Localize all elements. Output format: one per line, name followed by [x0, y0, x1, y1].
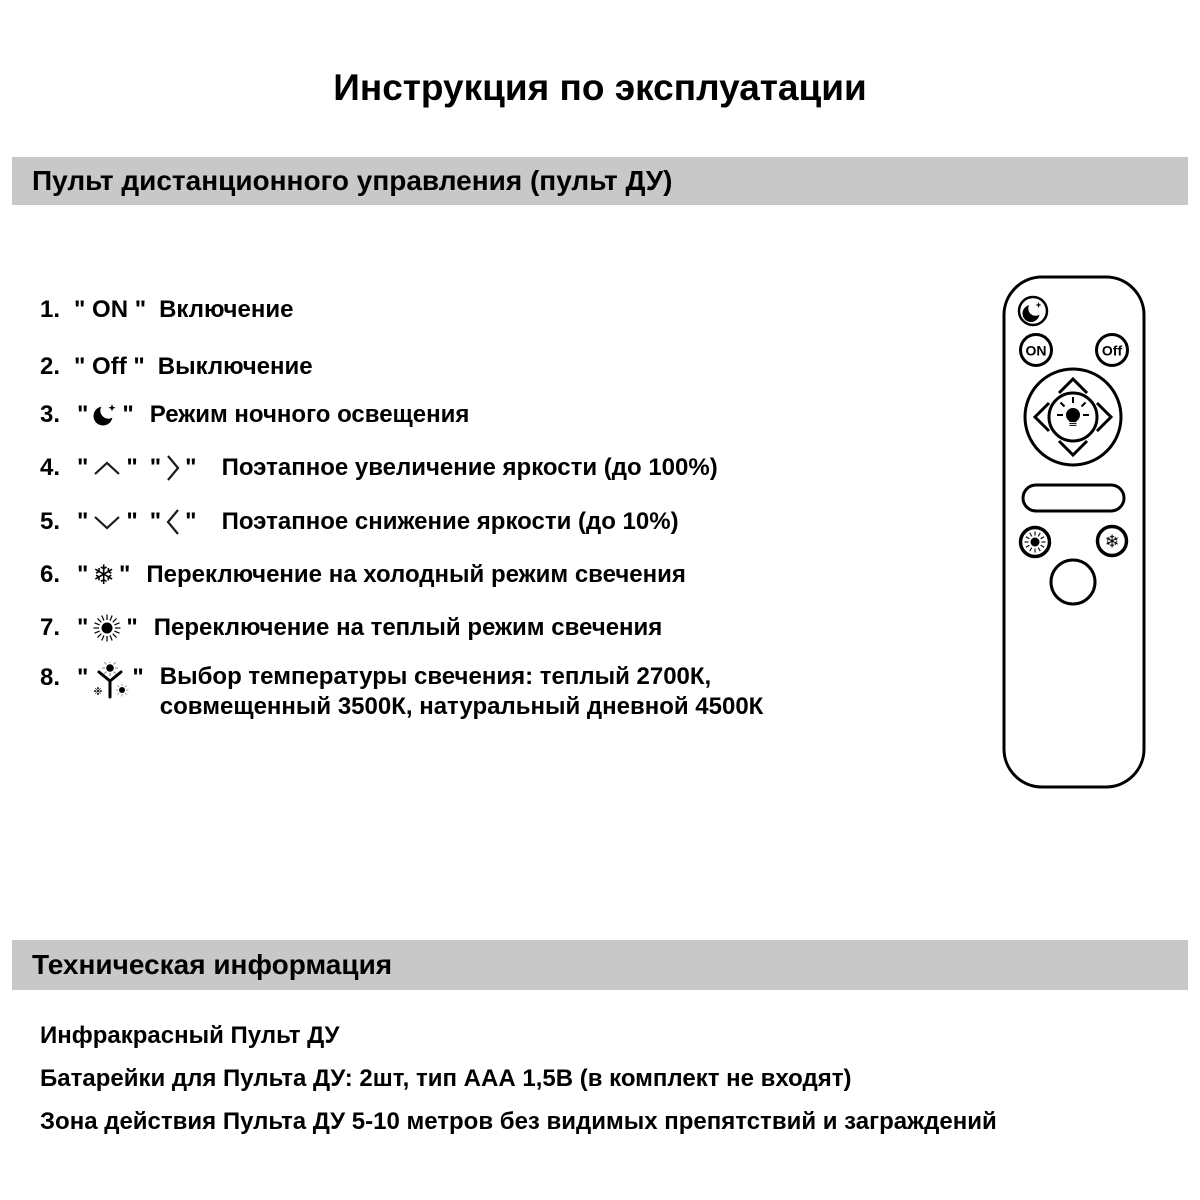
item-number: 2. — [40, 353, 61, 380]
moon-icon — [91, 401, 119, 429]
button-label-quoted: " ON " — [74, 296, 147, 323]
item-text-line1: Выбор температуры свечения: теплый 2700К, — [159, 663, 712, 690]
dpad-right-arrow — [1097, 403, 1111, 431]
quote-mark: " — [77, 664, 89, 691]
moon-icon — [1023, 301, 1043, 322]
item-text — [160, 662, 764, 722]
item-text-line2: совмещенный 3500К, натуральный дневной 4500К — [159, 693, 764, 720]
page-title: Инструкция по эксплуатации — [333, 67, 867, 108]
quote-mark: " — [122, 401, 134, 428]
instruction-item-6 — [40, 557, 686, 593]
section-header-remote — [12, 157, 1188, 205]
temperature-branch-icon — [91, 662, 129, 702]
item-number: 5. — [40, 508, 61, 535]
button-label-quoted: " Off " — [74, 353, 145, 380]
warm-sun-icon — [1025, 532, 1046, 553]
cold-mode-button — [1098, 527, 1127, 556]
chevron-left-icon — [164, 505, 182, 539]
snowflake-icon: ❄ — [1104, 531, 1120, 553]
item-text: Поэтапное снижение яркости (до 10%) — [221, 508, 679, 535]
snowflake-icon: ❄ — [92, 559, 116, 591]
quote-mark: " — [77, 401, 89, 428]
quote-mark: " — [126, 454, 138, 481]
instruction-item-3 — [40, 397, 469, 433]
chevron-down-icon — [91, 512, 123, 532]
item-number: 7. — [40, 614, 61, 641]
item-number: 3. — [40, 401, 61, 428]
instruction-item-5 — [40, 504, 679, 540]
remote-illustration — [995, 269, 1155, 799]
quote-mark: " — [77, 454, 89, 481]
item-number: 6. — [40, 561, 61, 588]
item-number: 1. — [40, 296, 61, 323]
item-text: Переключение на теплый режим свечения — [153, 614, 663, 641]
section-header-tech — [12, 940, 1188, 990]
quote-mark: " — [77, 508, 89, 535]
display-window — [1023, 485, 1124, 511]
instruction-item-4 — [40, 450, 718, 486]
quote-mark: " — [185, 454, 197, 481]
night-mode-button — [1019, 297, 1047, 325]
off-button — [1097, 335, 1128, 366]
quote-mark: " — [126, 614, 138, 641]
on-button-label: ON — [1025, 342, 1047, 359]
quote-mark: " — [149, 508, 162, 535]
item-text: Включение — [159, 296, 294, 323]
quote-mark: " — [126, 508, 138, 535]
chevron-up-icon — [91, 458, 123, 478]
dpad-left-arrow — [1035, 403, 1049, 431]
quote-mark: " — [149, 454, 162, 481]
quote-mark: " — [185, 508, 197, 535]
instruction-item-2 — [40, 349, 313, 385]
off-button-label: Off — [1101, 342, 1123, 359]
round-button — [1051, 560, 1095, 604]
item-text: Выключение — [157, 353, 313, 380]
item-number: 8. — [40, 664, 61, 691]
mini-snowflake-icon: ❉ — [93, 685, 103, 698]
tech-info-line-2: Батарейки для Пульта ДУ: 2шт, тип ААА 1,5В (в комплект не входят) — [40, 1065, 852, 1092]
brightness-dpad — [1025, 369, 1121, 465]
chevron-right-icon — [164, 451, 182, 485]
quote-mark: " — [132, 664, 144, 691]
dpad-down-arrow — [1059, 441, 1087, 455]
quote-mark: " — [77, 614, 89, 641]
item-text: Режим ночного освещения — [149, 401, 470, 428]
item-text: Переключение на холодный режим свечения — [146, 561, 686, 588]
quote-mark: " — [119, 561, 131, 588]
tech-info-line-1: Инфракрасный Пульт ДУ — [40, 1022, 340, 1049]
instruction-item-8 — [40, 662, 763, 722]
section-header-tech-label: Техническая информация — [32, 949, 393, 980]
item-text: Поэтапное увеличение яркости (до 100%) — [221, 454, 718, 481]
item-number: 4. — [40, 454, 61, 481]
on-button — [1021, 335, 1052, 366]
section-header-remote-label: Пульт дистанционного управления (пульт ДУ) — [32, 165, 673, 196]
light-bulb-icon — [1057, 397, 1089, 426]
warm-sun-icon — [91, 612, 123, 644]
warm-mode-button — [1021, 528, 1050, 557]
tech-info-line-3: Зона действия Пульта ДУ 5-10 метров без видимых препятствий и заграждений — [40, 1108, 997, 1135]
instruction-item-1 — [40, 292, 293, 328]
instruction-item-7 — [40, 610, 662, 646]
dpad-up-arrow — [1059, 379, 1087, 393]
quote-mark: " — [77, 561, 89, 588]
